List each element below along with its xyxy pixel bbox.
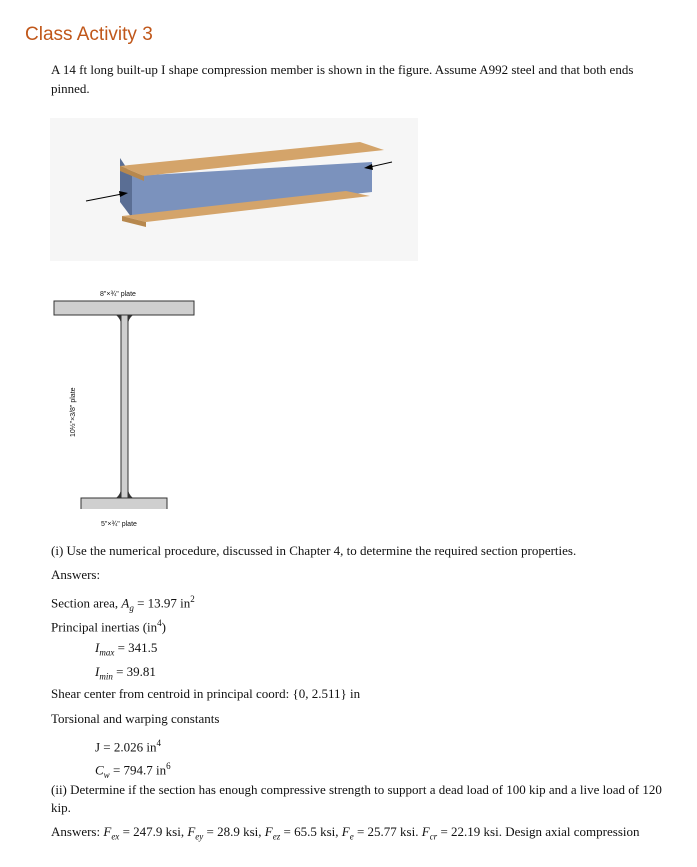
answer-segment: cr bbox=[429, 831, 438, 842]
bottom-fillet-left bbox=[116, 488, 121, 498]
beam-3d-figure bbox=[50, 118, 418, 261]
principal-inertias-label: Principal inertias $(in^4)$ bbox=[51, 618, 166, 635]
part2-question: (ii) Determine if the section has enough compressive strength to support a dead load of 100 kip and a live load of 120 kip. bbox=[51, 782, 662, 815]
top-flange-label: 8"×¾" plate bbox=[100, 291, 136, 298]
page-title: Class Activity 3 bbox=[25, 24, 153, 45]
answer-segment: = 65.5 ksi, bbox=[280, 824, 342, 839]
part1-question: (i) Use the numerical procedure, discussed in Chapter 4, to determine the required section properties. bbox=[51, 543, 577, 558]
answer-segment: e bbox=[349, 831, 354, 842]
web-plate bbox=[121, 315, 128, 498]
imin-value: $I_{min} = 39.81$ bbox=[95, 664, 156, 682]
cw-value: $C_w = 794.7$ $in^6$ bbox=[95, 761, 171, 780]
answers-label: Answers: bbox=[51, 567, 101, 582]
answer-segment: ey bbox=[195, 831, 204, 842]
answer-segment: Answers: bbox=[51, 824, 104, 839]
answer-segment: = 247.9 ksi, bbox=[119, 824, 188, 839]
answer-segment: F bbox=[187, 824, 196, 839]
answer-segment: = 28.9 ksi, bbox=[203, 824, 265, 839]
torsional-label: Torsional and warping constants bbox=[51, 711, 220, 726]
intro-paragraph: A 14 ft long built-up I shape compression member is shown in the figure. Assume A992 steel and that both ends pinned. bbox=[51, 62, 634, 96]
answer-segment: = 25.77 ksi. bbox=[353, 824, 422, 839]
answer-segment: ez bbox=[272, 831, 281, 842]
answer-segment: F bbox=[421, 824, 430, 839]
answer-segment: F bbox=[103, 824, 112, 839]
bottom-flange-plate bbox=[81, 498, 167, 509]
section-area: Section area, $A_g = 13.97$ $in^2$ bbox=[51, 594, 195, 613]
top-flange-plate bbox=[54, 301, 194, 315]
bottom-flange-label: 5"×¾" plate bbox=[101, 521, 137, 528]
part2-answers bbox=[51, 824, 640, 845]
answer-segment: F bbox=[341, 824, 350, 839]
imax-value: $I_{max} = 341.5$ bbox=[95, 640, 158, 658]
answer-segment: = 22.19 ksi. Design axial compression bbox=[437, 824, 640, 839]
answer-segment: ex bbox=[111, 831, 120, 842]
bottom-fillet-right bbox=[128, 488, 133, 498]
answer-segment: F bbox=[264, 824, 273, 839]
j-value: J = 2.026 $in^4$ bbox=[95, 738, 162, 755]
web-label: 10½"×3/8" plate bbox=[70, 387, 77, 437]
top-fillet-left bbox=[116, 315, 121, 325]
shear-center: Shear center from centroid in principal coord: {0, 2.511} in bbox=[51, 686, 361, 701]
top-fillet-right bbox=[128, 315, 133, 325]
